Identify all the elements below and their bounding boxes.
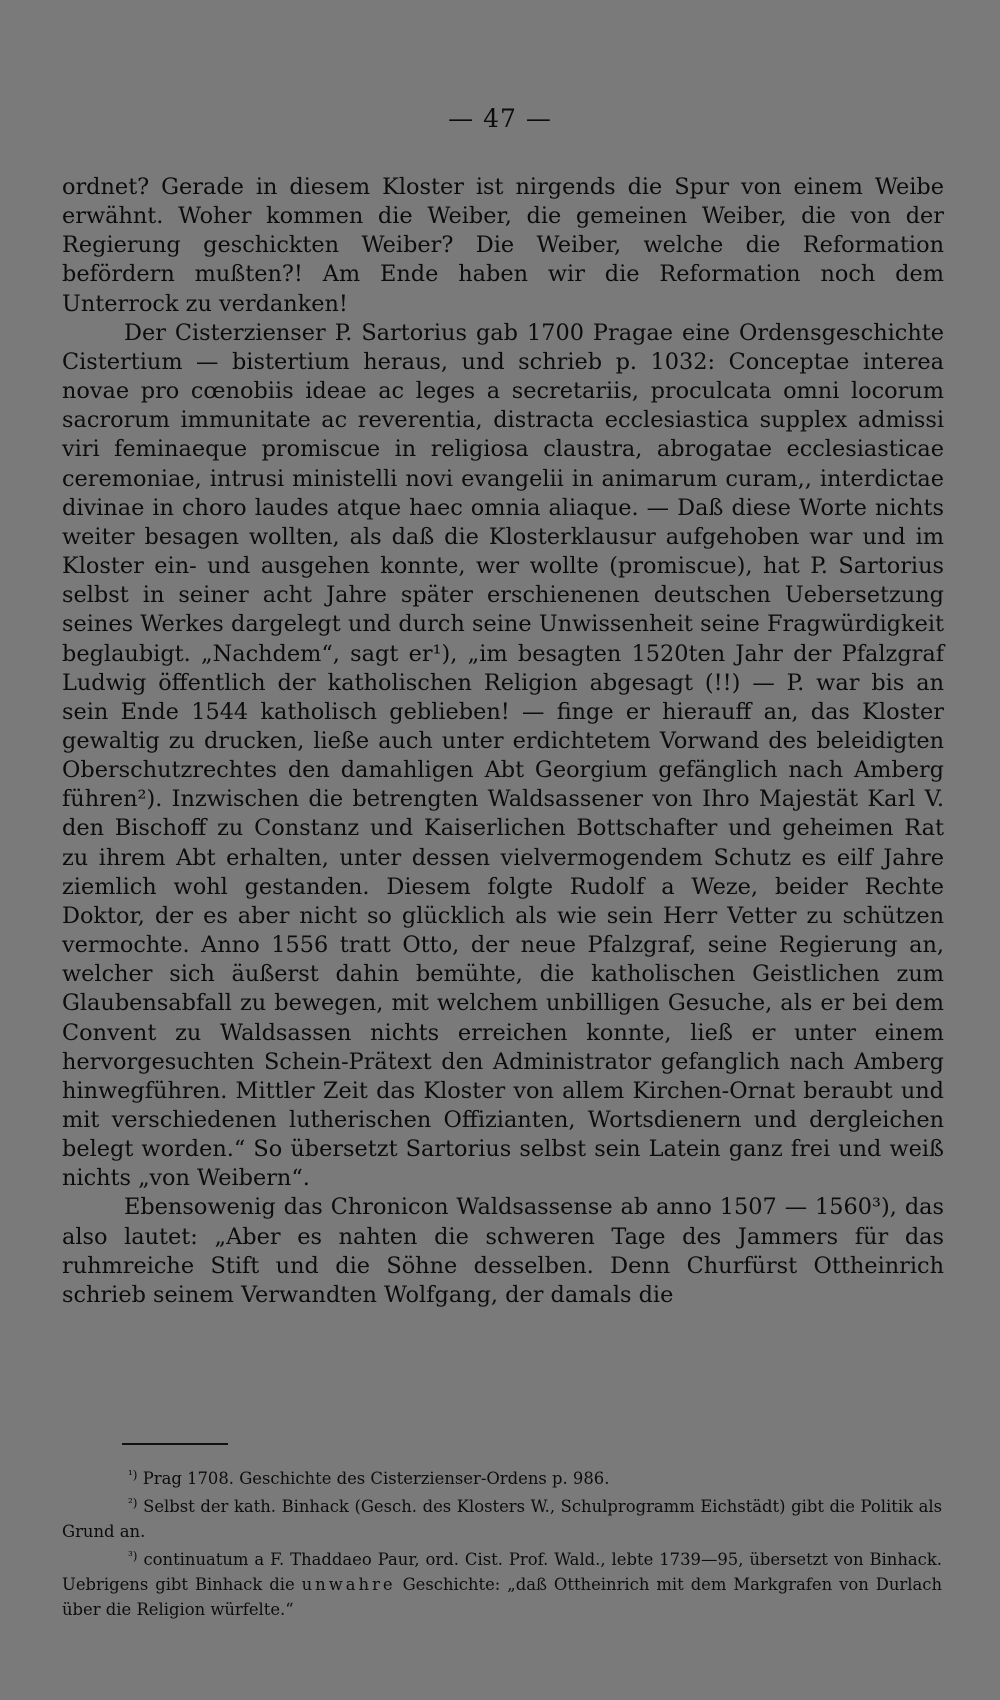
footnote xyxy=(62,1544,942,1622)
footnote-divider xyxy=(122,1443,228,1445)
footnote-mark: ²) xyxy=(128,1496,138,1510)
footnote-text: Selbst der kath. Binhack (Gesch. des Klosters W., Schulprogramm Eichstädt) gibt die Politik als Grund an. xyxy=(62,1497,942,1541)
paragraph: Ebensowenig das Chronicon Waldsassense ab anno 1507 — 1560³), das also lautet: „Aber es nahten die schweren Tage des Jammers für das ruhmreiche Stift und die Söhne desselben. Denn Churfürst Ottheinrich schrieb seinem Verwandten Wolfgang, der damals die xyxy=(62,1194,944,1308)
footnote-text: Prag 1708. Geschichte des Cisterzienser-Ordens p. 986. xyxy=(142,1469,610,1488)
page-number: — 47 — xyxy=(448,104,552,133)
footnote-mark: ¹) xyxy=(128,1468,138,1482)
footnote xyxy=(62,1491,942,1544)
footnote-text: Geschichte: „daß Ottheinrich mit dem Markgrafen von Durlach über die Religion würfelte.“ xyxy=(62,1575,943,1619)
paragraph: ordnet? Gerade in diesem Kloster ist nirgends die Spur von einem Weibe erwähnt. Woher kommen die Weiber, die gemeinen Weiber, die von der Regierung geschickten Weiber? Die Weiber, welche die Reformation befördern mußten?! Am Ende haben wir die Reformation noch dem Unterrock zu verdanken! xyxy=(62,174,944,317)
main-text xyxy=(62,173,944,1310)
footnote-emphasis: unwahre xyxy=(301,1575,396,1594)
footnote-mark: ³) xyxy=(128,1549,138,1563)
footnote xyxy=(62,1463,942,1491)
footnotes xyxy=(62,1463,942,1622)
paragraph: Der Cisterzienser P. Sartorius gab 1700 Pragae eine Ordensgeschichte Cistertium — bistertium heraus, und schrieb p. 1032: Conceptae interea novae pro cœnobiis ideae ac leges a secretariis, proculcata omni locorum sacrorum immunitate ac reverentia, distracta ecclesiastica supplex admissi viri feminaeque promiscue in religiosa claustra, abrogatae ecclesiasticae ceremoniae, intrusi ministelli novi evangelii in animarum curam,, interdictae divinae in choro laudes atque haec omnia aliaque. — Daß diese Worte nichts weiter besagen wollten, als daß die Klosterklausur aufgehoben war und im Kloster ein- und ausgehen konnte, wer wollte (promiscue), hat P. Sartorius selbst in seiner acht Jahre später erschienenen deutschen Uebersetzung seines Werkes dargelegt und durch seine Unwissenheit seine Fragwürdigkeit beglaubigt. „Nachdem“, sagt er¹), „im besagten 1520ten Jahr der Pfalzgraf Ludwig öffentlich der katholischen Religion abgesagt (!!) — P. war bis an sein Ende 1544 katholisch geblieben! — finge er hierauff an, das Kloster gewaltig zu drucken, ließe auch unter erdichtetem Vorwand des beleidigten Oberschutzrechtes den damahligen Abt Georgium gefänglich nach Amberg führen²). Inzwischen die betrengten Waldsassener von Ihro Majestät Karl V. den Bischoff zu Constanz und Kaiserlichen Bottschafter und geheimen Rat zu ihrem Abt erhalten, unter dessen vielvermogendem Schutz es eilf Jahre ziemlich wohl gestanden. Diesem folgte Rudolf a Weze, beider Rechte Doktor, der es aber nicht so glücklich als wie sein Herr Vetter zu schützen vermochte. Anno 1556 tratt Otto, der neue Pfalzgraf, seine Regierung an, welcher sich äußerst dahin bemühte, die katholischen Geistlichen zum Glaubensabfall zu bewegen, mit welchem unbilligen Gesuche, als er bei dem Convent zu Waldsassen nichts erreichen konnte, ließ er unter einem hervorgesuchten Schein-Prätext den Administrator gefanglich nach Amberg hinwegführen. Mittler Zeit das Kloster von allem Kirchen-Ornat beraubt und mit verschiedenen lutherischen Offizianten, Wortsdienern und dergleichen belegt worden.“ So übersetzt Sartorius selbst sein Latein ganz frei und weiß nichts „von Weibern“. xyxy=(62,319,944,1192)
footnote-text: continuatum a F. Thaddaeo Paur, ord. Cist. Prof. Wald., lebte 1739—95, übersetzt von Binhack. Uebrigens gibt Binhack die xyxy=(62,1550,942,1594)
